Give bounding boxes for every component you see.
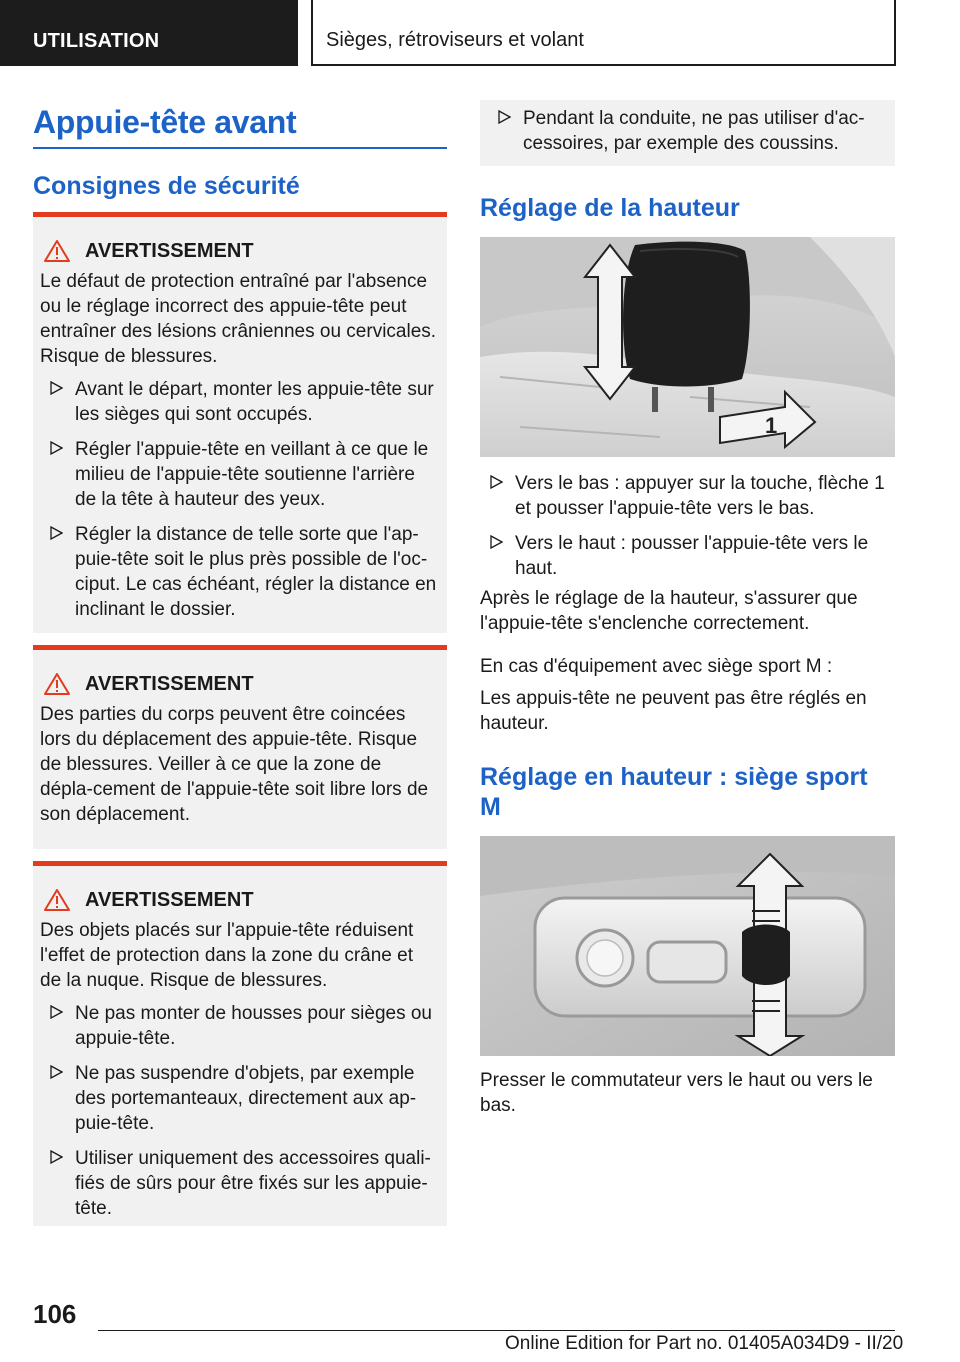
arrow-number-label: 1 [765,413,778,438]
triangle-bullet-icon [49,526,63,540]
section-tab: UTILISATION [0,0,298,66]
height-heading: Réglage de la hauteur [480,194,740,222]
continued-warning-box [480,100,895,166]
list-item: Régler la distance de telle sorte que l'ap-puie-tête soit le plus près possible de l'oc-ciput. Le cas échéant, régler la distance en inclinant le dossier. [40,522,439,622]
footer-rule [98,1330,895,1331]
continued-bullets [488,106,887,156]
warning-bullets [40,1001,439,1221]
height-bullets [480,471,895,591]
list-item: Pendant la conduite, ne pas utiliser d'ac-cessoires, par exemple des coussins. [488,106,887,156]
height-paragraph-3: Les appuis-tête ne peuvent pas être réglés en hauteur. [480,688,867,734]
safety-heading: Consignes de sécurité [33,172,300,200]
triangle-bullet-icon [49,1005,63,1019]
edition-note: Online Edition for Part no. 01405A034D9 - II/20 [505,1333,904,1354]
warning-title: AVERTISSEMENT [43,888,439,912]
list-item: Avant le départ, monter les appuie-tête sur les sièges qui sont occupés. [40,377,439,427]
triangle-bullet-icon [497,110,511,124]
list-item: Régler l'appuie-tête en veillant à ce que le milieu de l'appuie-tête soutienne l'arrière de la tête à hauteur des yeux. [40,437,439,512]
warning-text: Des parties du corps peuvent être coincées lors du déplacement des appuie-tête. Risque de blessures. Veiller à ce que la zone de dépla-cement de l'appuie-tête soit libre lors de son déplacement. [40,704,429,825]
triangle-bullet-icon [489,535,503,549]
sport-seat-illustration [480,836,895,1056]
page-number: 106 [33,1299,77,1329]
warning-triangle-icon [43,888,71,912]
warning-triangle-icon [43,672,71,696]
page-title: Appuie-tête avant [33,104,297,140]
triangle-bullet-icon [49,1065,63,1079]
headrest-image [480,237,895,457]
warning-triangle-icon [43,239,71,263]
triangle-bullet-icon [49,441,63,455]
sport-seat-image [480,836,895,1056]
headrest-illustration [480,237,895,457]
sport-paragraph: Presser le commutateur vers le haut ou vers le bas. [480,1070,873,1116]
warning-box-3 [33,861,447,1226]
warning-box-2 [33,645,447,849]
warning-title: AVERTISSEMENT [43,239,439,263]
page-header [0,0,960,66]
warning-bullets [40,377,439,622]
warning-title: AVERTISSEMENT [43,672,439,696]
warning-box-1 [33,212,447,633]
chapter-title: Sièges, rétroviseurs et volant [311,0,896,66]
triangle-bullet-icon [49,381,63,395]
height-paragraph-1: Après le réglage de la hauteur, s'assurer que l'appuie-tête s'enclenche correctement. [480,588,858,634]
list-item: Utiliser uniquement des accessoires quali-fiés de sûrs pour être fixés sur les appuie-tête. [40,1146,439,1221]
warning-text: Le défaut de protection entraîné par l'absence ou le réglage incorrect des appuie-tête peut entraîner des lésions crâniennes ou cervicales. Risque de blessures. [40,271,437,367]
list-item: Vers le bas : appuyer sur la touche, flèche 1 et pousser l'appuie-tête vers le bas. [480,471,895,521]
list-item: Vers le haut : pousser l'appuie-tête vers le haut. [480,531,895,581]
height-paragraph-2: En cas d'équipement avec siège sport M : [480,656,833,677]
title-rule [33,147,447,149]
list-item: Ne pas suspendre d'objets, par exemple des portemanteaux, directement aux ap-puie-tête. [40,1061,439,1136]
sport-heading: Réglage en hauteur : siège sport M [480,763,868,821]
list-item: Ne pas monter de housses pour sièges ou appuie-tête. [40,1001,439,1051]
warning-text: Des objets placés sur l'appuie-tête réduisent l'effet de protection dans la zone du crâne et de la nuque. Risque de blessures. [40,920,414,991]
triangle-bullet-icon [489,475,503,489]
triangle-bullet-icon [49,1150,63,1164]
